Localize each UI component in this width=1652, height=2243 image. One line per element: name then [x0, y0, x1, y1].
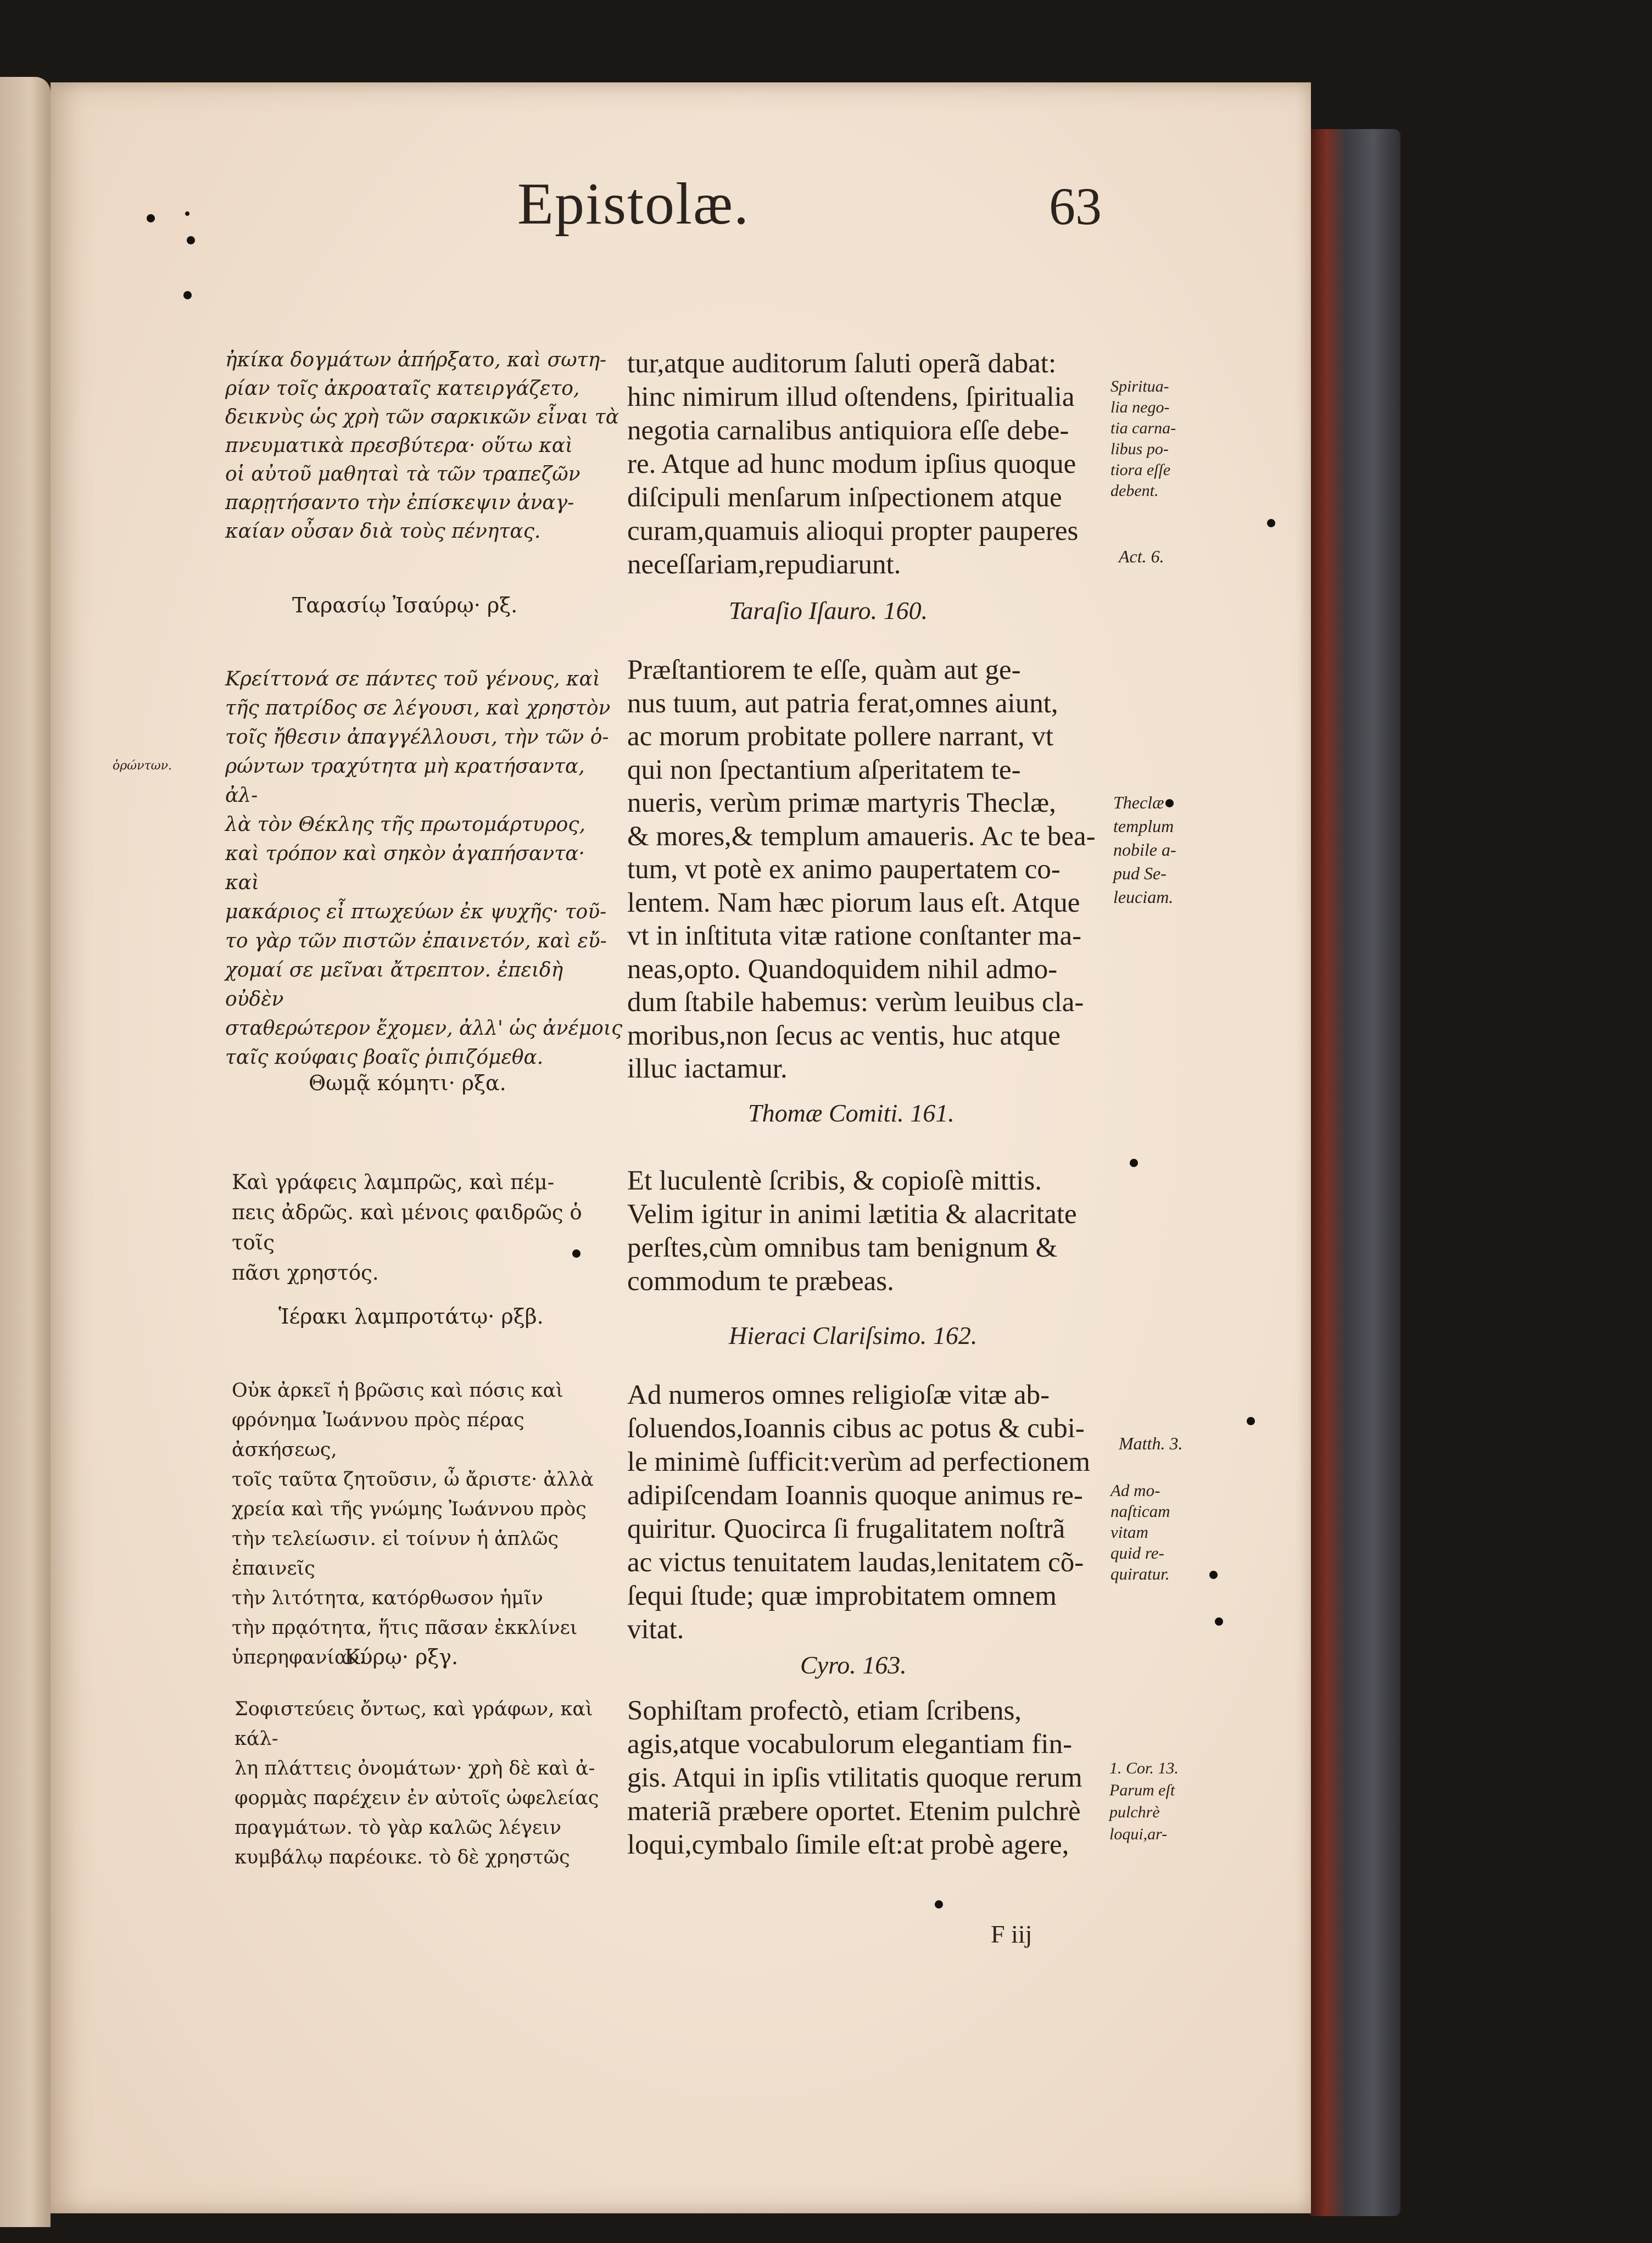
latin-heading-163: Cyro. 163.	[800, 1651, 907, 1679]
greek-paragraph-161: Καὶ γράφεις λαμπρῶς, καὶ πέμ- πεις ἀδρῶς. καὶ μένοις φαιδρῶς ὁ τοῖς πᾶσι χρηστός.	[232, 1170, 582, 1285]
latin-paragraph-163: Sophiſtam profectò, etiam ſcribens, agis,atque vocabulorum elegantiam fin- gis. Atqui in ipſis vtilitatis quoque rerum materiã præbere oportet. Etenim pulchrè loqui,cymbalo ſimile eſt:at probè agere,	[627, 1695, 1082, 1860]
running-title: Epistolæ.	[517, 171, 750, 237]
margin-note-corinthians: 1. Cor. 13. Parum eſt pulchrè loqui,ar-	[1109, 1759, 1179, 1843]
greek-heading-162: Ἱέρακι λαμπροτάτῳ· ρξβ.	[278, 1304, 544, 1329]
latin-paragraph-162: Ad numeros omnes religioſæ vitæ ab- ſoluendos,Ioannis cibus ac potus & cubi- le minimè ſufficit:verùm ad perfectionem adipiſcendam Ioannis quoque animus re- quiritur. Quocirca ſi frugalitatem noſtrã ac victus tenuitatem laudas,lenitatem cõ- ſequi ſtude; quæ improbitatem omnem vitat.	[627, 1380, 1091, 1645]
greek-heading-163: Κύρῳ· ρξγ.	[344, 1645, 459, 1669]
margin-note-acts: Act. 6.	[1119, 546, 1164, 566]
greek-paragraph-160: Κρείττονά σε πάντες τοῦ γένους, καὶ τῆς πατρίδος σε λέγουσι, καὶ χρηστὸν τοῖς ἤθεσιν ἀπαγγέλλουσι, τὴν τῶν ὁ- ρώντων τραχύτητα μὴ κρατήσαντα, ἀλ- λὰ τὸν Θέκλης τῆς πρωτομάρτυρος, καὶ τρόπον καὶ σηκὸν ἀγαπήσαντα· καὶ μακάριος εἶ πτωχεύων ἐκ ψυχῆς· τοῦ- το γὰρ τῶν πιστῶν ἐπαινετόν, καὶ εὔ- χομαί σε μεῖναι ἄτρεπτον. ἐπειδὴ οὐδὲν σταθερώτερον ἔχομεν, ἀλλ' ὡς ἀνέμοις ταῖς κούφαις βοαῖς ῥιπιζόμεθα.	[225, 668, 623, 1069]
book-cover-edge	[1310, 129, 1400, 2216]
latin-paragraph-161: Et luculentè ſcribis, & copioſè mittis. Velim igitur in animi lætitia & alacritate perſtes,cùm omnibus tam benignum & commodum te præbeas.	[627, 1165, 1077, 1297]
latin-heading-162: Hieraci Clariſsimo. 162.	[729, 1321, 978, 1349]
latin-heading-160: Taraſio Iſauro. 160.	[729, 596, 928, 624]
greek-heading-161: Θωμᾷ κόμητι· ρξα.	[309, 1071, 506, 1095]
margin-note-left-greek: ὁρώντων.	[113, 759, 172, 773]
greek-paragraph-162: Οὐκ ἀρκεῖ ἡ βρῶσις καὶ πόσις καὶ φρόνημα Ἰωάννου πρὸς πέρας ἀσκήσεως, τοῖς ταῦτα ζητοῦσιν, ὦ ἄριστε· ἀλλὰ χρεία καὶ τῆς γνώμης Ἰωάννου πρὸς τὴν τελείωσιν. εἰ τοίνυν ἡ ἁπλῶς ἐπαινεῖς τὴν λιτότητα, κατόρθωσον ἡμῖν τὴν πρᾳότητα, ἥτις πᾶσαν ἐκκλίνει ὑπερηφανίαν.	[232, 1380, 594, 1669]
greek-intro-paragraph: ἠκίκα δογμάτων ἀπήρξατο, καὶ σωτη- ρίαν τοῖς ἀκροαταῖς κατειργάζετο, δεικνὺς ὡς χρὴ τῶν σαρκικῶν εἶναι τὰ πνευματικὰ πρεσβύτερα· οὕτω καὶ oἱ αὐτοῦ μαθηταὶ τὰ τῶν τραπεζῶν παρῃτήσαντο τὴν ἐπίσκεψιν ἀναγ- καίαν οὖσαν διὰ τοὺς πένητας.	[225, 349, 620, 543]
margin-note-monastic: Ad mo- naſticam vitam quid re- quiratur.	[1110, 1481, 1170, 1583]
latin-paragraph-160: Præſtantiorem te eſſe, quàm aut ge- nus tuum, aut patria ferat,omnes aiunt, ac morum probitate pollere narrant, vt qui non ſpectantium aſperitatem te- nueris, verùm primæ martyris Theclæ, & mores,& templum amaueris. Ac te bea- tum, vt potè ex animo paupertatem co- lentem. Nam hæc piorum laus eſt. Atque vt in inſtituta vitæ ratione conſtanter ma- neas,opto. Quandoquidem nihil admo- dum ſtabile habemus: verùm leuibus cla- moribus,non ſecus ac ventis, huc atque illuc iactamur.	[627, 655, 1096, 1084]
latin-heading-161: Thomæ Comiti. 161.	[748, 1099, 955, 1127]
book-page	[51, 82, 1311, 2213]
facing-page-edge	[0, 77, 51, 2227]
greek-paragraph-163: Σοφιστεύεις ὄντως, καὶ γράφων, καὶ κάλ- λη πλάττεις ὀνομάτων· χρὴ δὲ καὶ ἀ- φορμὰς παρέχειν ἐν αὐτοῖς ὠφελείας πραγμάτων. τὸ γὰρ καλῶς λέγειν κυμβάλῳ παρέοικε. τὸ δὲ χρηστῶς	[235, 1698, 599, 1868]
margin-note-matthew: Matth. 3.	[1119, 1433, 1183, 1453]
latin-intro-paragraph: tur,atque auditorum ſaluti operã dabat: hinc nimirum illud oſtendens, ſpiritualia negotia carnalibus antiquiora eſſe debe- re. Atque ad hunc modum ipſius quoque diſcipuli menſarum inſpectionem atque curam,quamuis alioqui propter pauperes neceſſariam,repudiarunt.	[627, 348, 1079, 580]
margin-note-theclae: Theclæ templum nobile a- pud Se- leuciam.	[1113, 793, 1176, 907]
margin-note-spiritualia: Spiritua- lia nego- tia carna- libus po- tiora eſſe debent.	[1110, 377, 1176, 500]
greek-heading-160: Ταρασίῳ Ἰσαύρῳ· ρξ.	[292, 593, 518, 617]
page-number: 63	[1049, 177, 1102, 236]
signature-mark: F iij	[991, 1920, 1032, 1948]
